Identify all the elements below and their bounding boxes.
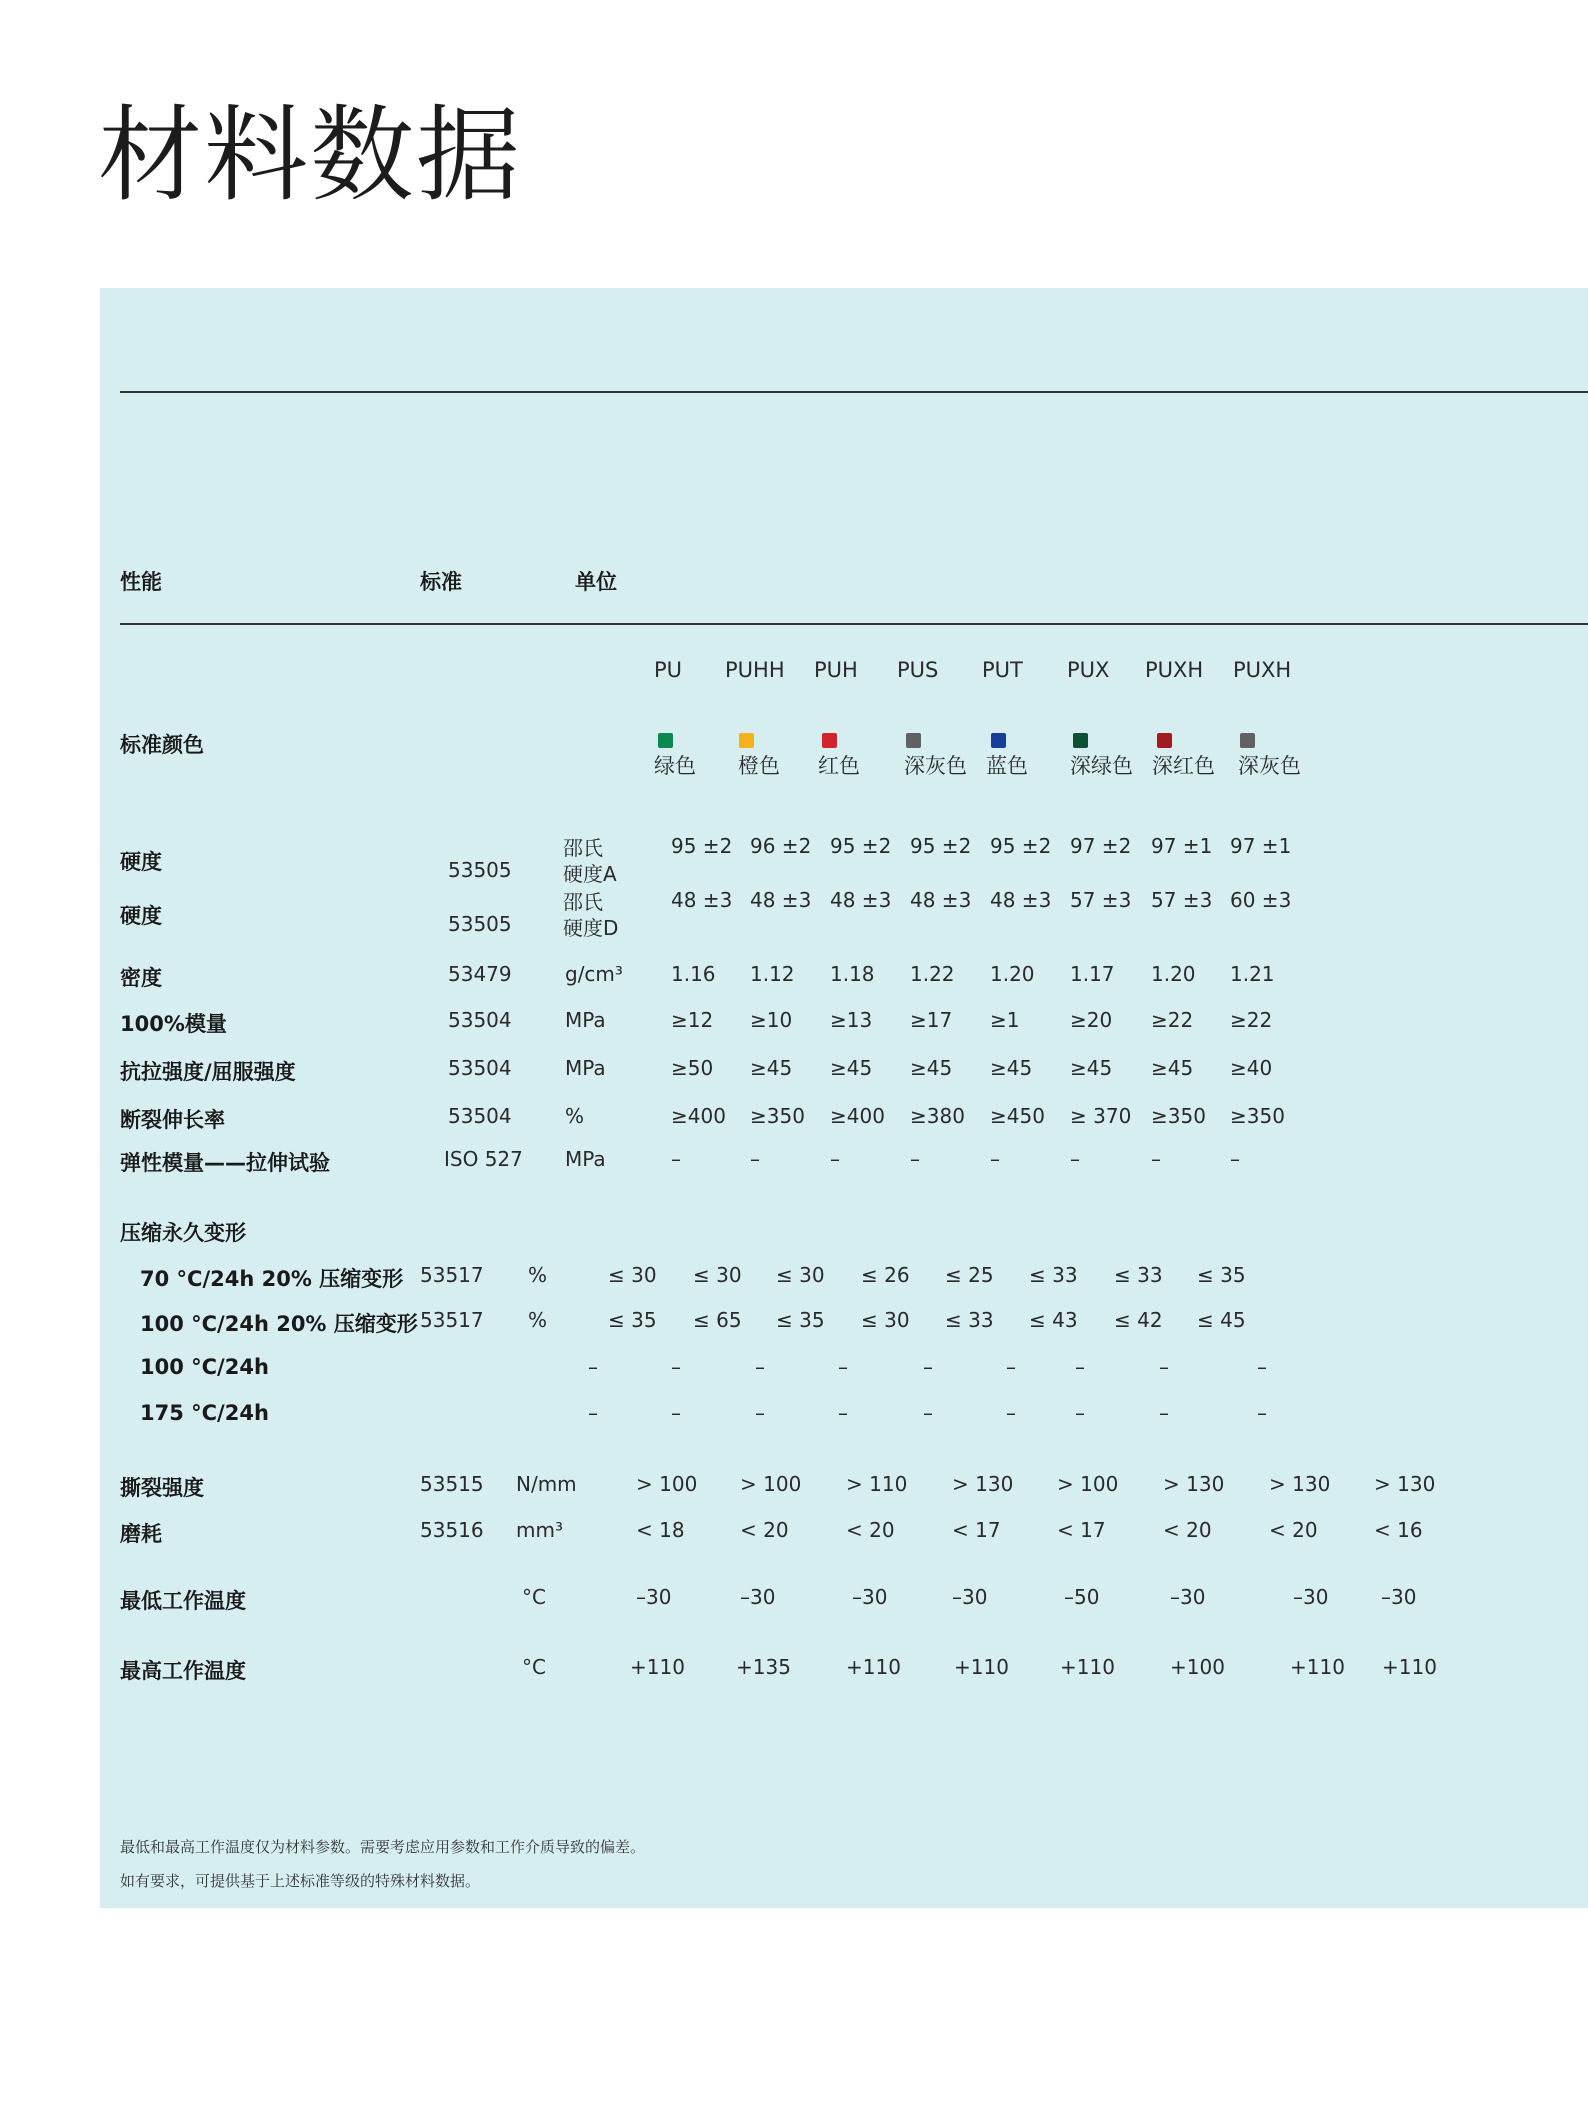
cell-value: 1.20 <box>990 962 1035 986</box>
cell-value: ≥45 <box>1070 1056 1113 1080</box>
cell-value: 95 ±2 <box>671 834 733 858</box>
unit: °C <box>522 1655 546 1679</box>
color-swatch <box>1073 733 1088 748</box>
cell-value: +110 <box>846 1655 901 1679</box>
cell-value: ≥1 <box>990 1008 1020 1032</box>
cell-value: +100 <box>1170 1655 1225 1679</box>
compression-row-label: 175 °C/24h <box>140 1401 269 1425</box>
color-swatch <box>658 733 673 748</box>
cell-value: 95 ±2 <box>990 834 1052 858</box>
color-swatch <box>1240 733 1255 748</box>
unit: % <box>528 1263 548 1287</box>
cell-value: 48 ±3 <box>910 888 972 912</box>
compression-row-label: 100 °C/24h 20% 压缩变形 <box>140 1312 418 1336</box>
unit: % <box>565 1104 585 1128</box>
cell-value: < 17 <box>952 1518 1001 1542</box>
unit: N/mm <box>516 1472 577 1496</box>
standard-code: 53479 <box>448 962 512 986</box>
unit: MPa <box>565 1147 606 1171</box>
cell-value: – <box>1075 1401 1085 1425</box>
cell-value: – <box>1151 1147 1161 1171</box>
cell-value: – <box>923 1401 933 1425</box>
cell-value: ≤ 35 <box>1197 1263 1246 1287</box>
standard-code: ISO 527 <box>444 1147 523 1171</box>
unit: g/cm³ <box>565 962 623 986</box>
property-label: 撕裂强度 <box>120 1476 204 1500</box>
header-standard: 标准 <box>420 570 462 594</box>
cell-value: ≤ 25 <box>945 1263 994 1287</box>
cell-value: +135 <box>736 1655 791 1679</box>
cell-value: > 110 <box>846 1472 908 1496</box>
cell-value: +110 <box>630 1655 685 1679</box>
compression-label: 压缩永久变形 <box>120 1221 246 1245</box>
header-unit: 单位 <box>575 570 617 594</box>
cell-value: –50 <box>1064 1585 1100 1609</box>
cell-value: ≤ 30 <box>693 1263 742 1287</box>
standard-code: 53516 <box>420 1518 484 1542</box>
color-name: 深灰色 <box>904 754 967 778</box>
cell-value: < 20 <box>846 1518 895 1542</box>
cell-value: 1.17 <box>1070 962 1115 986</box>
property-label: 最高工作温度 <box>120 1659 246 1683</box>
compression-row-label: 100 °C/24h <box>140 1355 269 1379</box>
color-name: 深红色 <box>1152 754 1215 778</box>
cell-value: 1.20 <box>1151 962 1196 986</box>
unit: MPa <box>565 1056 606 1080</box>
cell-value: –30 <box>1170 1585 1206 1609</box>
cell-value: ≥350 <box>750 1104 805 1128</box>
cell-value: < 18 <box>636 1518 685 1542</box>
cell-value: ≤ 65 <box>693 1308 742 1332</box>
property-label: 密度 <box>120 966 162 990</box>
color-swatch <box>739 733 754 748</box>
cell-value: –30 <box>636 1585 672 1609</box>
cell-value: ≥450 <box>990 1104 1045 1128</box>
cell-value: ≥ 370 <box>1070 1104 1132 1128</box>
cell-value: ≥50 <box>671 1056 714 1080</box>
property-label: 抗拉强度/屈服强度 <box>120 1060 296 1084</box>
cell-value: 1.12 <box>750 962 795 986</box>
cell-value: ≤ 45 <box>1197 1308 1246 1332</box>
material-code: PUS <box>897 658 939 682</box>
cell-value: 97 ±1 <box>1230 834 1292 858</box>
material-code: PUT <box>982 658 1023 682</box>
cell-value: 97 ±2 <box>1070 834 1132 858</box>
color-name: 红色 <box>818 754 860 778</box>
cell-value: +110 <box>1060 1655 1115 1679</box>
cell-value: 48 ±3 <box>750 888 812 912</box>
cell-value: +110 <box>1382 1655 1437 1679</box>
cell-value: – <box>838 1401 848 1425</box>
cell-value: –30 <box>1381 1585 1417 1609</box>
cell-value: 1.18 <box>830 962 875 986</box>
cell-value: – <box>1159 1401 1169 1425</box>
cell-value: –30 <box>852 1585 888 1609</box>
standard-code: 53504 <box>448 1056 512 1080</box>
compression-row-label: 70 °C/24h 20% 压缩变形 <box>140 1267 404 1291</box>
property-label: 硬度 <box>120 850 162 874</box>
cell-value: 48 ±3 <box>990 888 1052 912</box>
cell-value: – <box>1075 1355 1085 1379</box>
material-code: PUHH <box>725 658 785 682</box>
cell-value: +110 <box>954 1655 1009 1679</box>
cell-value: – <box>671 1147 681 1171</box>
cell-value: < 17 <box>1057 1518 1106 1542</box>
cell-value: ≥45 <box>830 1056 873 1080</box>
cell-value: 1.22 <box>910 962 955 986</box>
cell-value: – <box>923 1355 933 1379</box>
cell-value: > 130 <box>1374 1472 1436 1496</box>
cell-value: –30 <box>1293 1585 1329 1609</box>
cell-value: 97 ±1 <box>1151 834 1213 858</box>
cell-value: 95 ±2 <box>830 834 892 858</box>
property-label: 硬度 <box>120 904 162 928</box>
property-label: 100%模量 <box>120 1012 227 1036</box>
cell-value: ≥45 <box>1151 1056 1194 1080</box>
header-property: 性能 <box>120 570 162 594</box>
property-label: 断裂伸长率 <box>120 1108 225 1132</box>
color-swatch <box>991 733 1006 748</box>
cell-value: ≥350 <box>1230 1104 1285 1128</box>
unit: MPa <box>565 1008 606 1032</box>
cell-value: ≥22 <box>1151 1008 1194 1032</box>
color-swatch <box>822 733 837 748</box>
cell-value: – <box>838 1355 848 1379</box>
footnote-1: 最低和最高工作温度仅为材料参数。需要考虑应用参数和工作介质导致的偏差。 <box>120 1838 646 1856</box>
color-swatch <box>906 733 921 748</box>
cell-value: –30 <box>952 1585 988 1609</box>
standard-code: 53505 <box>448 858 512 882</box>
cell-value: ≥12 <box>671 1008 714 1032</box>
cell-value: ≤ 26 <box>861 1263 910 1287</box>
cell-value: ≥350 <box>1151 1104 1206 1128</box>
cell-value: > 100 <box>740 1472 802 1496</box>
cell-value: 48 ±3 <box>830 888 892 912</box>
footnote-2: 如有要求，可提供基于上述标准等级的特殊材料数据。 <box>120 1872 481 1890</box>
cell-value: 95 ±2 <box>910 834 972 858</box>
cell-value: ≤ 30 <box>608 1263 657 1287</box>
cell-value: – <box>830 1147 840 1171</box>
unit-line-1: 邵氏 <box>563 890 603 914</box>
cell-value: > 100 <box>1057 1472 1119 1496</box>
header-divider <box>120 623 1588 625</box>
cell-value: > 130 <box>952 1472 1014 1496</box>
unit: mm³ <box>516 1518 563 1542</box>
cell-value: < 16 <box>1374 1518 1423 1542</box>
cell-value: +110 <box>1290 1655 1345 1679</box>
cell-value: ≥17 <box>910 1008 953 1032</box>
cell-value: ≥45 <box>910 1056 953 1080</box>
cell-value: – <box>1230 1147 1240 1171</box>
cell-value: ≤ 35 <box>776 1308 825 1332</box>
page-title: 材料数据 <box>98 94 523 216</box>
cell-value: – <box>755 1401 765 1425</box>
property-label: 弹性模量——拉伸试验 <box>120 1151 330 1175</box>
cell-value: > 130 <box>1163 1472 1225 1496</box>
standard-code: 53515 <box>420 1472 484 1496</box>
standard-code: 53505 <box>448 912 512 936</box>
unit-line-2: 硬度A <box>563 862 617 886</box>
unit-line-2: 硬度D <box>563 916 619 940</box>
cell-value: ≤ 43 <box>1029 1308 1078 1332</box>
standard-code: 53517 <box>420 1263 484 1287</box>
cell-value: < 20 <box>1269 1518 1318 1542</box>
cell-value: ≥400 <box>830 1104 885 1128</box>
cell-value: ≤ 30 <box>776 1263 825 1287</box>
cell-value: ≥22 <box>1230 1008 1273 1032</box>
standard-code: 53504 <box>448 1008 512 1032</box>
cell-value: – <box>1257 1355 1267 1379</box>
cell-value: 60 ±3 <box>1230 888 1292 912</box>
cell-value: < 20 <box>740 1518 789 1542</box>
standard-code: 53517 <box>420 1308 484 1332</box>
cell-value: ≤ 30 <box>861 1308 910 1332</box>
cell-value: > 100 <box>636 1472 698 1496</box>
top-divider <box>120 391 1588 393</box>
color-name: 绿色 <box>654 754 696 778</box>
cell-value: ≤ 35 <box>608 1308 657 1332</box>
standard-code: 53504 <box>448 1104 512 1128</box>
cell-value: ≥380 <box>910 1104 965 1128</box>
cell-value: ≥20 <box>1070 1008 1113 1032</box>
cell-value: – <box>910 1147 920 1171</box>
unit: % <box>528 1308 548 1332</box>
cell-value: ≤ 33 <box>1114 1263 1163 1287</box>
cell-value: ≥10 <box>750 1008 793 1032</box>
material-data-panel <box>100 288 1588 1908</box>
cell-value: – <box>1257 1401 1267 1425</box>
cell-value: ≥400 <box>671 1104 726 1128</box>
color-name: 深绿色 <box>1070 754 1133 778</box>
unit-line-1: 邵氏 <box>563 836 603 860</box>
color-name: 蓝色 <box>986 754 1028 778</box>
cell-value: 57 ±3 <box>1070 888 1132 912</box>
cell-value: < 20 <box>1163 1518 1212 1542</box>
material-code: PUXH <box>1145 658 1204 682</box>
color-name: 橙色 <box>738 754 780 778</box>
cell-value: 96 ±2 <box>750 834 812 858</box>
material-code: PUX <box>1067 658 1110 682</box>
property-label: 最低工作温度 <box>120 1589 246 1613</box>
cell-value: ≥40 <box>1230 1056 1273 1080</box>
material-code: PU <box>654 658 683 682</box>
cell-value: – <box>588 1355 598 1379</box>
color-name: 深灰色 <box>1238 754 1301 778</box>
cell-value: – <box>588 1401 598 1425</box>
cell-value: ≤ 33 <box>945 1308 994 1332</box>
cell-value: 48 ±3 <box>671 888 733 912</box>
cell-value: ≥45 <box>750 1056 793 1080</box>
cell-value: – <box>750 1147 760 1171</box>
color-swatch <box>1157 733 1172 748</box>
unit: °C <box>522 1585 546 1609</box>
cell-value: > 130 <box>1269 1472 1331 1496</box>
cell-value: – <box>671 1401 681 1425</box>
cell-value: – <box>671 1355 681 1379</box>
cell-value: ≤ 42 <box>1114 1308 1163 1332</box>
cell-value: 1.21 <box>1230 962 1275 986</box>
material-code: PUH <box>814 658 858 682</box>
cell-value: – <box>990 1147 1000 1171</box>
cell-value: 57 ±3 <box>1151 888 1213 912</box>
cell-value: – <box>755 1355 765 1379</box>
standard-color-label: 标准颜色 <box>120 733 204 757</box>
cell-value: ≥45 <box>990 1056 1033 1080</box>
cell-value: – <box>1006 1355 1016 1379</box>
property-label: 磨耗 <box>120 1522 162 1546</box>
cell-value: ≥13 <box>830 1008 873 1032</box>
cell-value: 1.16 <box>671 962 716 986</box>
cell-value: – <box>1159 1355 1169 1379</box>
cell-value: – <box>1070 1147 1080 1171</box>
cell-value: – <box>1006 1401 1016 1425</box>
cell-value: –30 <box>740 1585 776 1609</box>
material-code: PUXH <box>1233 658 1292 682</box>
cell-value: ≤ 33 <box>1029 1263 1078 1287</box>
